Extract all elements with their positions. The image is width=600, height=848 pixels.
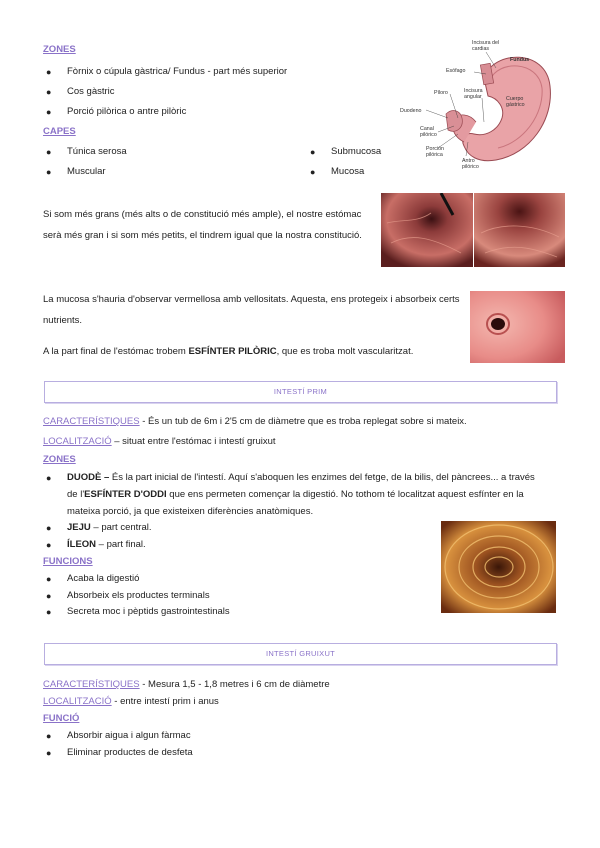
li-location: LOCALITZACIÓ - entre intestí prim i anus <box>43 696 219 707</box>
list-item: ● Muscular <box>46 166 106 177</box>
small-intestine-title-box <box>44 381 557 403</box>
si-zones-heading: ZONES <box>43 454 76 465</box>
pylorus-sphincter-term: ESFÍNTER PILÒRIC <box>188 346 277 357</box>
list-item: ● Absorbir aigua i algun fàrmac <box>46 730 191 741</box>
zones-heading: ZONES <box>43 44 76 55</box>
label-porcion: Porción pilórica <box>426 146 444 158</box>
stomach-illustration <box>398 38 558 173</box>
label-canal: Canal pilórico <box>420 126 437 138</box>
endoscopy-photo <box>381 193 565 267</box>
si-funcions-heading: FUNCIONS <box>43 556 93 567</box>
list-item: ● Eliminar productes de desfeta <box>46 747 193 758</box>
list-item-duode: ● DUODÈ – És la part inicial de l'intestí. Aquí s'aboquen les enzimes del fetge, de la bilis, del pàncrees... a través <box>46 472 535 483</box>
list-item: ● Secreta moc i pèptids gastrointestinals <box>46 606 230 617</box>
label-duodeno: Duodeno <box>400 108 422 114</box>
si-char-label: CARACTERÍSTIQUES <box>43 416 140 427</box>
large-intestine-title-box <box>44 643 557 665</box>
li-funcio-heading: FUNCIÓ <box>43 713 80 724</box>
list-item: ● Cos gàstric <box>46 86 115 97</box>
list-item: ● Submucosa <box>310 146 382 157</box>
pylorus-endoscopy-image <box>470 291 565 363</box>
si-location: LOCALITZACIÓ – situat entre l'estómac i intestí gruixut <box>43 436 276 447</box>
list-item: ● Porció pilòrica o antre pilòric <box>46 106 187 117</box>
large-intestine-title: INTESTÍ GRUIXUT <box>265 649 336 658</box>
list-item-ileon: ● ÍLEON – part final. <box>46 539 146 550</box>
list-item: ● Absorbeix els productes terminals <box>46 590 210 601</box>
intestine-photo <box>441 521 556 613</box>
list-item: ● Fòrnix o cúpula gàstrica/ Fundus - part més superior <box>46 66 288 77</box>
label-cuerpo: Cuerpo gástrico <box>506 96 525 108</box>
list-item: ● Mucosa <box>310 166 365 177</box>
duode-line-2: de l'ESFÍNTER D'ODDI que ens permeten començar la digestió. No tothom té localitzat aquest esfínter en la <box>67 489 524 500</box>
list-item-jeju: ● JEJU – part central. <box>46 522 152 533</box>
label-incisura-cardias: Incisura del cardias <box>472 40 500 52</box>
size-paragraph: Si som més grans (més alts o de constitució més ample), el nostre estómac serà més gran i si som més petits, el tindrem igual que la nostra constitució. <box>43 209 362 241</box>
duode-line-3: mateixa porció, ja que existeixen diferències anatòmiques. <box>67 506 314 517</box>
si-characteristics: CARACTERÍSTIQUES - És un tub de 6m i 2'5 cm de diàmetre que es troba replegat sobre si mateix. <box>43 416 467 427</box>
list-item: ● Túnica serosa <box>46 146 127 157</box>
label-fundus: Fundus <box>510 57 530 63</box>
li-loc-label: LOCALITZACIÓ <box>43 696 112 707</box>
small-intestine-title: INTESTÍ PRIM <box>273 387 328 396</box>
label-incisura-angular: Incisura angular <box>464 88 483 100</box>
li-char-label: CARACTERÍSTIQUES <box>43 679 140 690</box>
label-piloro: Píloro <box>434 90 448 96</box>
capes-heading: CAPES <box>43 126 76 137</box>
pylorus-paragraph: A la part final de l'estómac trobem ESFÍNTER PILÒRIC, que es troba molt vascularitzat. <box>43 346 414 357</box>
label-antro: Antro pilórico <box>462 158 479 170</box>
label-esofago: Esófago <box>446 68 466 74</box>
list-item: ● Acaba la digestió <box>46 573 140 584</box>
pylorus-photo <box>470 291 565 363</box>
small-intestine-image <box>441 521 556 613</box>
si-loc-label: LOCALITZACIÓ <box>43 436 112 447</box>
mucosa-paragraph: La mucosa s'hauria d'observar vermellosa amb vellositats. Aquesta, ens protegeix i absorbeix certs nutrients. <box>43 294 460 326</box>
stomach-diagram <box>398 38 558 173</box>
stomach-endoscopy-image <box>381 193 565 267</box>
li-characteristics: CARACTERÍSTIQUES - Mesura 1,5 - 1,8 metres i 6 cm de diàmetre <box>43 679 330 690</box>
